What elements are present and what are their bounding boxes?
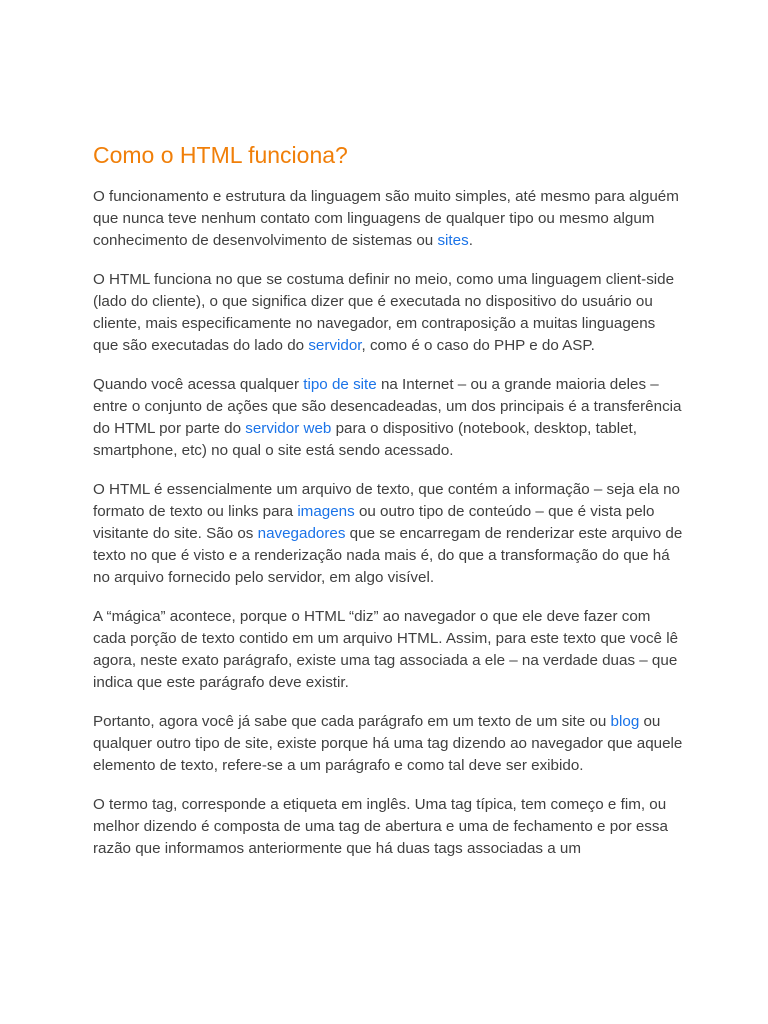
link-servidor[interactable]: servidor [308, 337, 362, 354]
paragraph-4-text-c: que se encarregam de renderizar este arquivo de texto no que é visto e a renderização nada mais é, do que a transformação do que há no arquivo fornecido pelo servidor, em algo visível. [93, 525, 683, 586]
paragraph-6-text-a: Portanto, agora você já sabe que cada parágrafo em um texto de um site ou [93, 713, 611, 730]
link-blog[interactable]: blog [610, 713, 640, 730]
link-navegadores[interactable]: navegadores [257, 525, 346, 542]
paragraph-3-text-a: Quando você acessa qualquer [93, 376, 304, 393]
paragraph-4-text-a: O HTML é essencialmente um arquivo de texto, que contém a informação – seja ela no formato de texto ou links para [93, 481, 680, 520]
paragraph-4 [93, 479, 683, 589]
paragraph-5-text-a: A “mágica” acontece, porque o HTML “diz” ao navegador o que ele deve fazer com cada porção de texto contido em um arquivo HTML. Assim, para este texto que você lê agora, neste exato parágrafo, existe uma tag associada a ele – na verdade duas – que indica que este parágrafo deve existir. [93, 608, 679, 691]
link-tipo-de-site[interactable]: tipo de site [303, 376, 377, 393]
paragraph-4-text-b: ou outro tipo de conteúdo – que é vista pelo visitante do site. São os [93, 503, 655, 542]
link-servidor-web[interactable]: servidor web [245, 420, 332, 437]
paragraph-3-text-c: para o dispositivo (notebook, desktop, tablet, smartphone, etc) no qual o site está sendo acessado. [93, 420, 637, 459]
paragraph-6 [93, 711, 683, 777]
paragraph-2-text-a: O HTML funciona no que se costuma definir no meio, como uma linguagem client-side (lado do cliente), o que significa dizer que é executada no dispositivo do usuário ou cliente, mais especificamente no navegador, em contraposição a muitas linguagens que são executadas do lado do [93, 271, 675, 354]
paragraph-1-text-a: O funcionamento e estrutura da linguagem são muito simples, até mesmo para alguém que nunca teve nenhum contato com linguagens de qualquer tipo ou mesmo algum conhecimento de desenvolvimento de sistemas ou [93, 188, 679, 249]
paragraph-3 [93, 374, 683, 462]
paragraph-7 [93, 794, 683, 860]
paragraph-1-text-b: . [468, 232, 473, 249]
document-page [93, 138, 683, 877]
link-imagens[interactable]: imagens [297, 503, 355, 520]
paragraph-2-text-b: , como é o caso do PHP e do ASP. [361, 337, 595, 354]
page-title: Como o HTML funciona? [93, 142, 348, 168]
paragraph-5 [93, 606, 683, 694]
paragraph-2 [93, 269, 683, 357]
paragraph-6-text-b: ou qualquer outro tipo de site, existe porque há uma tag dizendo ao navegador que aquele elemento de texto, refere-se a um parágrafo e como tal deve ser exibido. [93, 713, 683, 774]
paragraph-3-text-b: na Internet – ou a grande maioria deles – entre o conjunto de ações que são desencadeadas, um dos principais é a transferência do HTML por parte do [93, 376, 682, 437]
paragraph-7-text-a: O termo tag, corresponde a etiqueta em inglês. Uma tag típica, tem começo e fim, ou melhor dizendo é composta de uma tag de abertura e uma de fechamento e por essa razão que informamos anteriormente que há duas tags associadas a um [93, 796, 668, 857]
link-sites[interactable]: sites [437, 232, 469, 249]
paragraph-1 [93, 186, 683, 252]
